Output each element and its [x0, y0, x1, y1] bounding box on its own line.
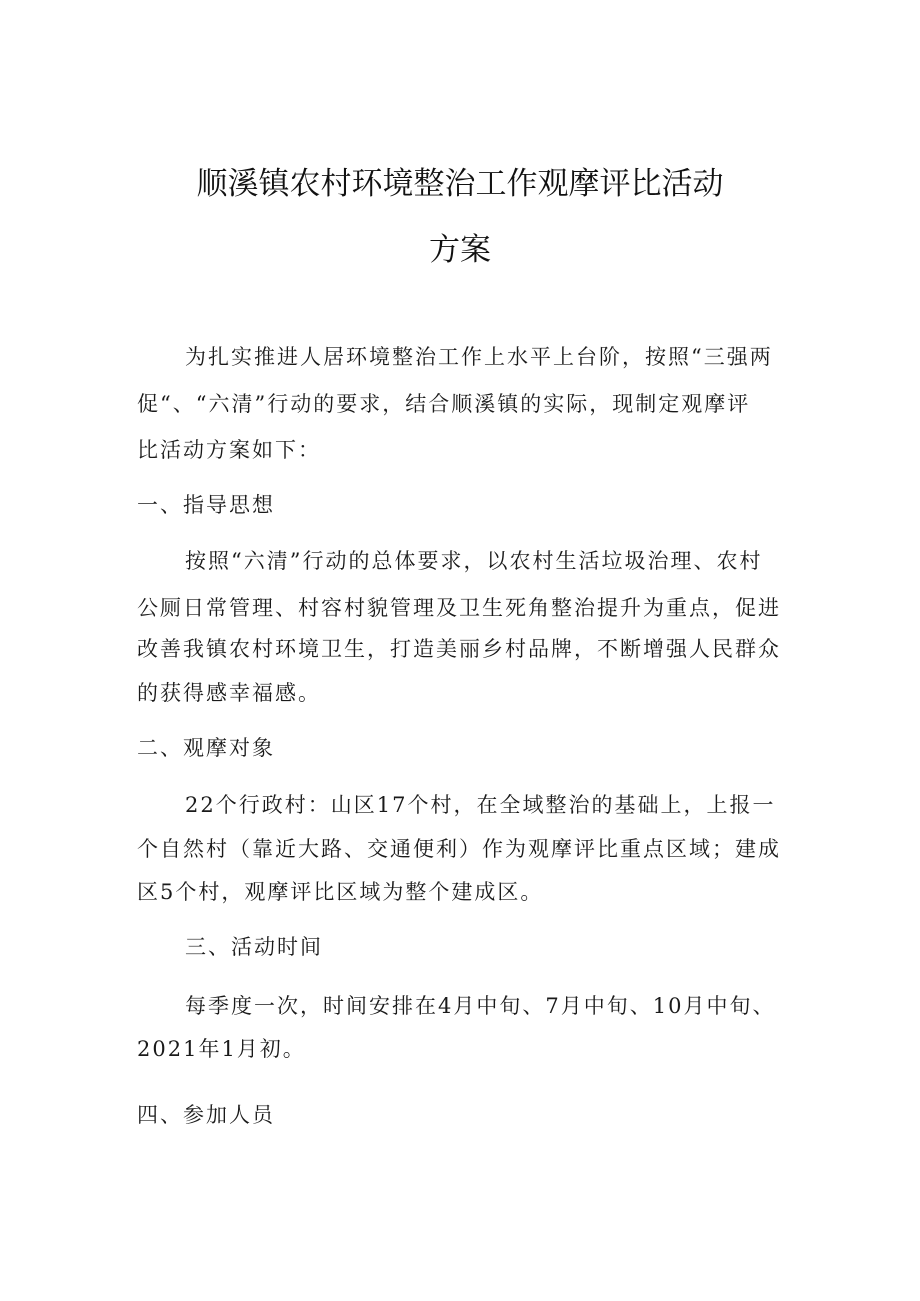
section2-line-3: 区5个村，观摩评比区域为整个建成区。 [137, 880, 544, 904]
intro-line-2: 促“、“六清”行动的要求，结合顺溪镇的实际，现制定观摩评 [137, 392, 751, 416]
document-title: 顺溪镇农村环境整治工作观摩评比活动 [196, 166, 724, 202]
section3-line-2: 2021年1月初。 [137, 1037, 306, 1061]
section2-line-2: 个自然村（靠近大路、交通便利）作为观摩评比重点区域；建成 [137, 837, 781, 861]
section1-line-4: 的获得感幸福感。 [137, 681, 321, 705]
intro-line-3: 比活动方案如下： [137, 438, 321, 462]
section1-line-3: 改善我镇农村环境卫生，打造美丽乡村品牌，不断增强人民群众 [137, 637, 781, 661]
section-heading-guiding-thought: 一、指导思想 [137, 493, 275, 517]
section1-line-2: 公厕日常管理、村容村貌管理及卫生死角整治提升为重点，促进 [137, 596, 781, 620]
section-heading-observation-targets: 二、观摩对象 [137, 736, 275, 760]
document-title-continued: 方案 [429, 232, 491, 268]
section2-line-1: 22个行政村：山区17个村，在全域整治的基础上，上报一 [185, 793, 776, 817]
section1-line-1: 按照“六清”行动的总体要求，以农村生活垃圾治理、农村 [185, 549, 763, 573]
section-heading-participants: 四、参加人员 [137, 1103, 275, 1127]
section-heading-activity-time: 三、活动时间 [185, 935, 323, 959]
intro-line-1: 为扎实推进人居环境整治工作上水平上台阶，按照“三强两 [185, 345, 773, 369]
section3-line-1: 每季度一次，时间安排在4月中旬、7月中旬、10月中旬、 [185, 994, 776, 1018]
